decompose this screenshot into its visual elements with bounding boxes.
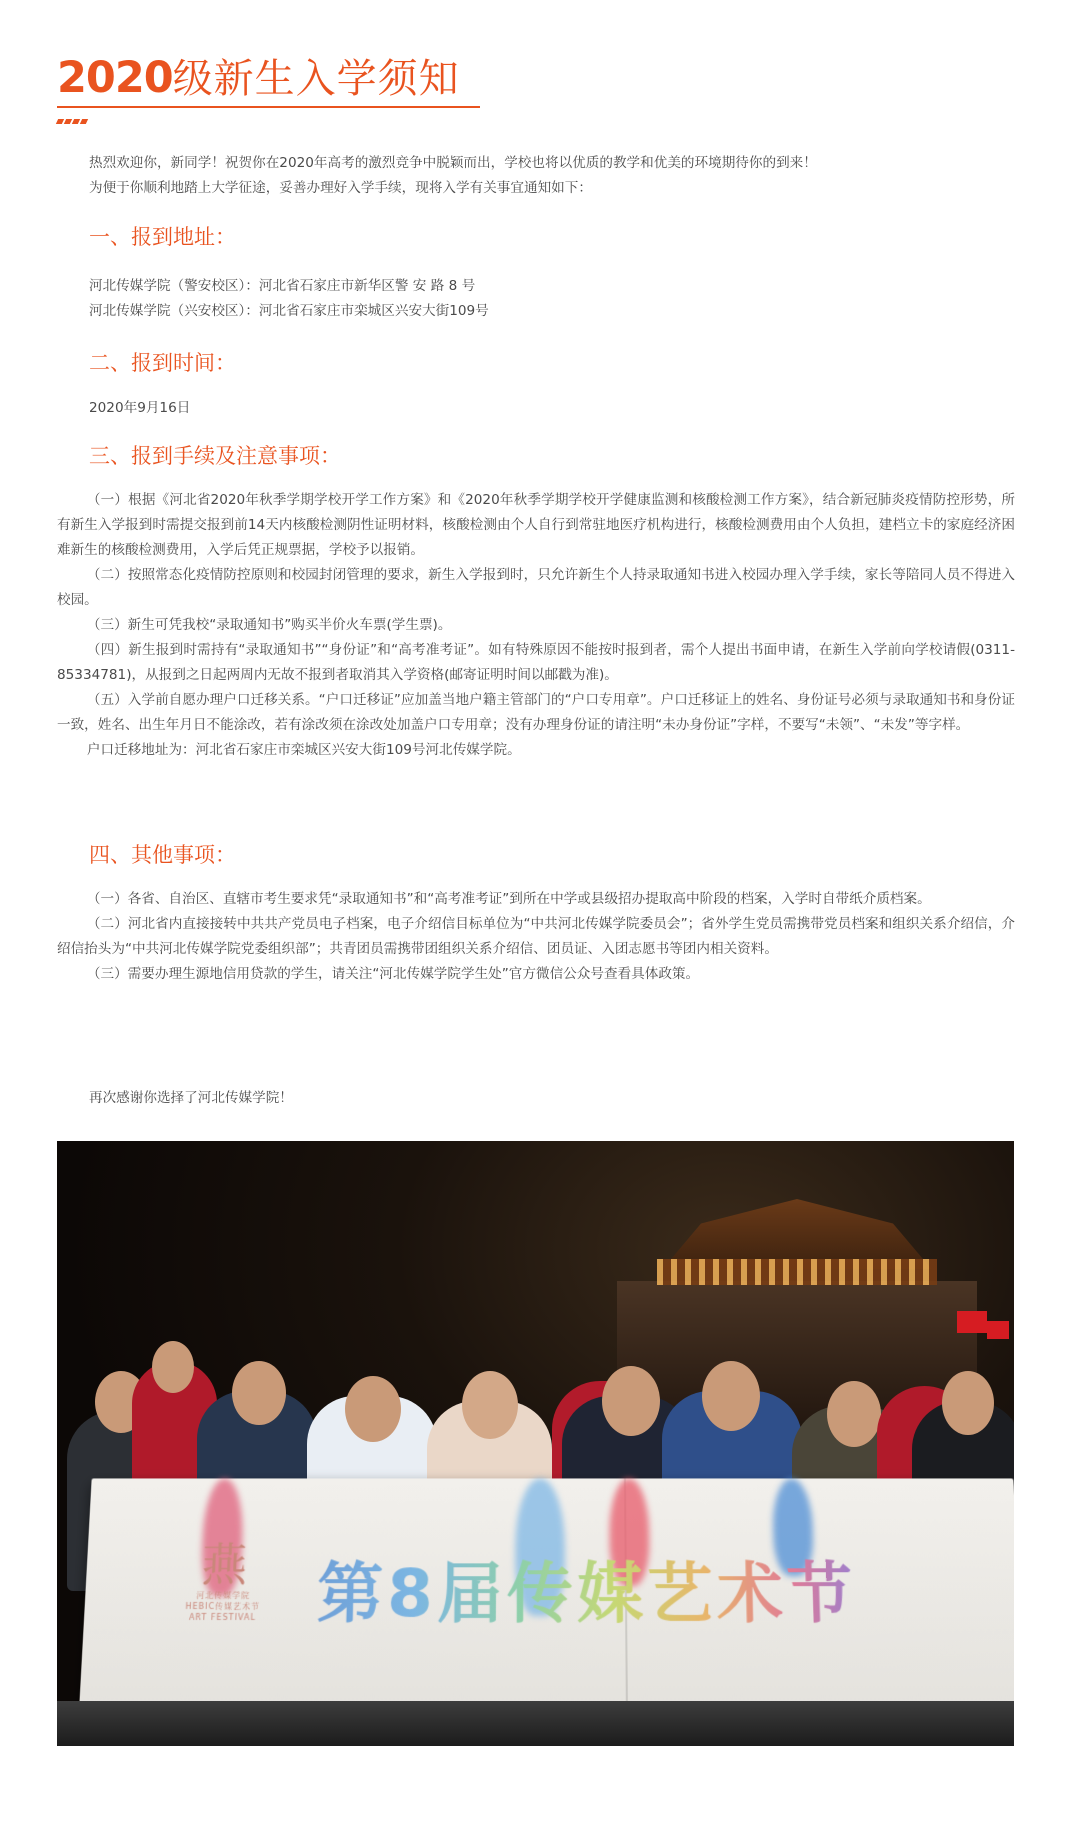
- intro-block: [89, 151, 817, 201]
- title-accent-marks: [57, 109, 97, 114]
- title-rest: 级新生入学须知: [172, 56, 460, 102]
- page-title: [57, 52, 480, 114]
- intro-line-1: 热烈欢迎你，新同学！祝贺你在2020年高考的激烈竞争中脱颖而出，学校也将以优质的教学和优美的环境期待你的到来！: [89, 155, 817, 171]
- section-heading-procedures: 三、报到手续及注意事项：: [89, 444, 341, 468]
- guest-head: [462, 1371, 518, 1439]
- title-text: [57, 52, 460, 105]
- procedure-paragraph: （一）根据《河北省2020年秋季学期学校开学工作方案》和《2020年秋季学期学校开学健康监测和核酸检测工作方案》，结合新冠肺炎疫情防控形势，所有新生入学报到时需提交报到前14天内核酸检测阴性证明材料，核酸检测由个人自行到常驻地医疗机构进行，核酸检测费用由个人负担，建档立卡的家庭经济困难新生的核酸检测费用，入学后凭正规票据，学校予以报销。: [57, 492, 1015, 558]
- banner-title: 第8届传媒艺术节: [316, 1555, 858, 1634]
- guest-head: [602, 1366, 660, 1436]
- guest-head: [827, 1381, 881, 1447]
- other-items-block: [57, 887, 1015, 987]
- title-year: 2020: [57, 53, 173, 103]
- procedure-paragraph: （三）新生可凭我校“录取通知书”购买半价火车票(学生票)。: [86, 617, 452, 633]
- festival-logo: [162, 1539, 285, 1623]
- procedures-block: [57, 488, 1015, 763]
- closing-block: [89, 1086, 293, 1111]
- guest-head: [702, 1361, 760, 1431]
- logo-subtitle: 河北传媒学院: [196, 1591, 251, 1601]
- other-paragraph: （三）需要办理生源地信用贷款的学生，请关注“河北传媒学院学生处”官方微信公众号查看具体政策。: [86, 966, 700, 982]
- address-line: 河北传媒学院（兴安校区）：河北省石家庄市栾城区兴安大街109号: [89, 303, 489, 319]
- report-date: 2020年9月16日: [89, 400, 191, 416]
- address-block: [89, 274, 489, 324]
- other-paragraph: （一）各省、自治区、直辖市考生要求凭“录取通知书”和“高考准考证”到所在中学或县级招办提取高中阶段的档案，入学时自带纸介质档案。: [86, 891, 931, 907]
- title-underline: [57, 106, 480, 108]
- pavilion-lights: [657, 1259, 937, 1285]
- stage-floor: [57, 1701, 1014, 1746]
- festival-photo: [57, 1141, 1014, 1746]
- logo-glyph: 燕: [200, 1537, 249, 1592]
- guest-head: [942, 1371, 994, 1435]
- date-block: [89, 396, 190, 421]
- procedure-paragraph: 户口迁移地址为：河北省石家庄市栾城区兴安大街109号河北传媒学院。: [86, 742, 521, 758]
- address-line: 河北传媒学院（警安校区）：河北省石家庄市新华区警 安 路 8 号: [89, 278, 476, 294]
- guest-head: [152, 1341, 194, 1393]
- procedure-paragraph: （五）入学前自愿办理户口迁移关系。“户口迁移证”应加盖当地户籍主管部门的“户口专用章”。户口迁移证上的姓名、身份证号必须与录取通知书和身份证一致，姓名、出生年月日不能涂改，若有涂改须在涂改处加盖户口专用章；没有办理身份证的请注明“未办身份证”字样，不要写“未领”、“未发”等字样。: [57, 692, 1015, 733]
- festival-banner: [78, 1478, 1014, 1727]
- guest-head: [345, 1376, 401, 1442]
- section-heading-time: 二、报到时间：: [89, 351, 236, 375]
- guest-head: [232, 1361, 286, 1425]
- intro-line-2: 为便于你顺利地踏上大学征途，妥善办理好入学手续，现将入学有关事宜通知如下：: [89, 180, 592, 196]
- logo-subtitle: ART FESTIVAL: [188, 1612, 256, 1622]
- other-paragraph: （二）河北省内直接接转中共共产党员电子档案，电子介绍信目标单位为“中共河北传媒学院委员会”；省外学生党员需携带党员档案和组织关系介绍信，介绍信抬头为“中共河北传媒学院党委组织部”；共青团员需携带团组织关系介绍信、团员证、入团志愿书等团内相关资料。: [57, 916, 1015, 957]
- section-heading-address: 一、报到地址：: [89, 225, 236, 249]
- procedure-paragraph: （四）新生报到时需持有“录取通知书”“身份证”和“高考准考证”。如有特殊原因不能按时报到者，需个人提出书面申请，在新生入学前向学校请假(0311-85334781)，从报到之日起两周内无故不报到者取消其入学资格(邮寄证明时间以邮戳为准)。: [57, 642, 1015, 683]
- procedure-paragraph: （二）按照常态化疫情防控原则和校园封闭管理的要求，新生入学报到时，只允许新生个人持录取通知书进入校园办理入学手续，家长等陪同人员不得进入校园。: [57, 567, 1015, 608]
- logo-subtitle: HEBIC传媒艺术节: [185, 1601, 261, 1611]
- section-heading-other: 四、其他事项：: [89, 843, 236, 867]
- red-flag: [957, 1311, 987, 1333]
- closing-line: 再次感谢你选择了河北传媒学院！: [89, 1090, 293, 1106]
